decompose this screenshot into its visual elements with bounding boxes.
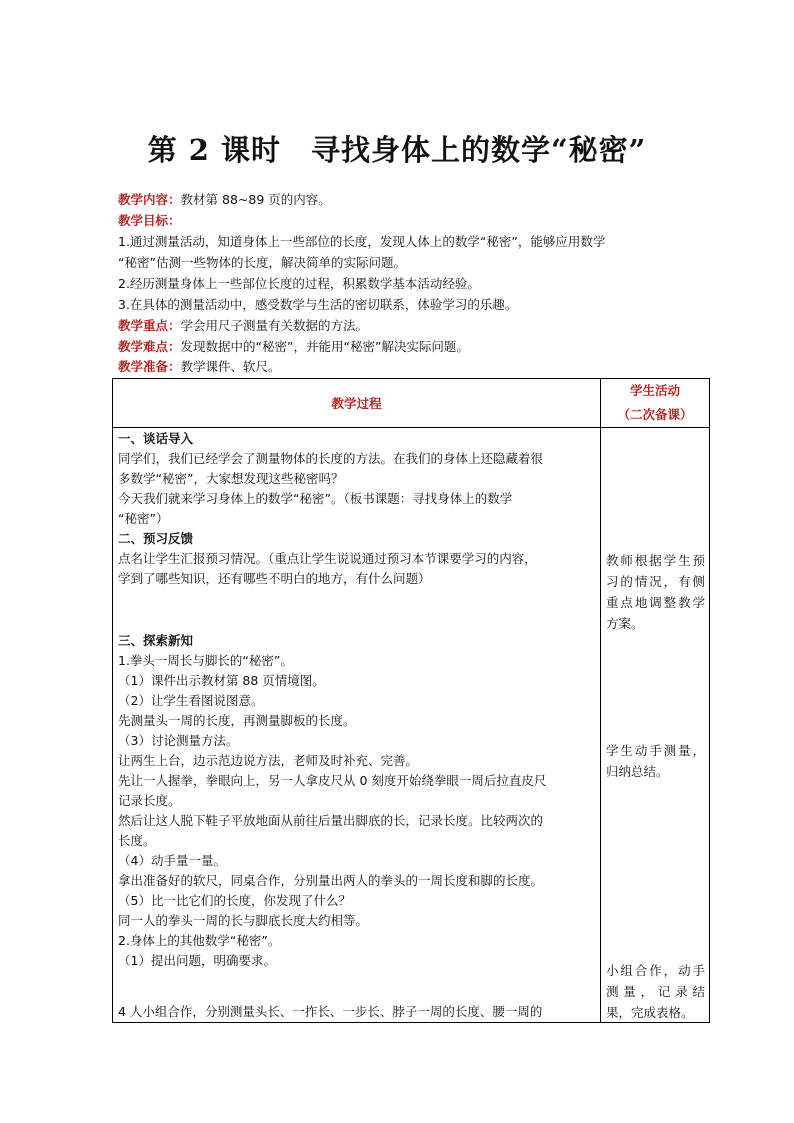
section-title: 一、谈话导入: [118, 431, 194, 446]
teaching-content-text: 教材第 88~89 页的内容。: [180, 192, 331, 207]
student-activity-header: [601, 379, 710, 428]
process-line: 点名让学生汇报预习情况。（重点让学生说说通过预习本节课要学习的内容，: [118, 551, 537, 566]
process-line: 同一人的拳头一周的长与脚底长度大约相等。: [118, 913, 369, 928]
student-activity-note: 小组合作，动手测量，记录结果，完成表格。: [606, 963, 705, 1020]
process-cell: [113, 428, 601, 1023]
difficulty-label: 教学难点：: [118, 339, 181, 354]
page-title: [0, 128, 794, 169]
process-line: 同学们，我们已经学会了测量物体的长度的方法。在我们的身体上还隐藏着很: [118, 451, 544, 466]
section-title: 二、预习反馈: [118, 531, 194, 546]
process-line: 记录长度。: [118, 793, 181, 808]
teaching-goals-row: [118, 210, 718, 231]
process-line: 先让一人握拳，拳眼向上，另一人拿皮尺从 0 刻度开始绕拳眼一周后拉直皮尺: [118, 773, 547, 788]
process-line: 学到了哪些知识，还有哪些不明白的地方，有什么问题）: [118, 571, 431, 586]
teaching-goals-label: 教学目标：: [118, 213, 181, 228]
process-line: （2）让学生看图说图意。: [118, 693, 264, 708]
process-line: 让两生上台，边示范边说方法，老师及时补充、完善。: [118, 753, 419, 768]
process-line: （5）比一比它们的长度，你发现了什么？: [118, 893, 351, 908]
process-line: 多数学“秘密”，大家想发现这些秘密吗？: [118, 471, 344, 486]
second-preparation-title: （二次备课）: [617, 407, 693, 422]
preparation-text: 教学课件、软尺。: [180, 359, 281, 374]
process-line: （4）动手量一量。: [118, 853, 226, 868]
process-line: 今天我们就来学习身体上的数学“秘密”。（板书课题：寻找身体上的数学: [118, 491, 513, 506]
teaching-content-label: 教学内容：: [118, 192, 181, 207]
lesson-table: [112, 378, 710, 1023]
lesson-number: 第 2 课时: [147, 133, 281, 167]
process-line: 2.身体上的其他数学“秘密”。: [118, 933, 281, 948]
process-line: 4 人小组合作，分别测量头长、一拃长、一步长、脖子一周的长度、腰一周的: [118, 1004, 543, 1019]
student-activity-note: 学生动手测量，归纳总结。: [606, 743, 705, 779]
process-header: 教学过程: [113, 379, 601, 428]
process-line: 先测量头一周的长度，再测量脚板的长度。: [118, 713, 356, 728]
key-point-row: [118, 315, 718, 336]
preparation-label: 教学准备：: [118, 359, 181, 374]
process-line: （1）提出问题，明确要求。: [118, 953, 276, 968]
lesson-title: 寻找身体上的数学“秘密”: [311, 133, 647, 167]
student-activity-cell: [601, 428, 710, 1023]
process-line: （1）课件出示教材第 88 页情境图。: [118, 673, 325, 688]
difficulty-text: 发现数据中的“秘密”，并能用“秘密”解决实际问题。: [180, 339, 469, 354]
key-point-text: 学会用尺子测量有关数据的方法。: [180, 318, 369, 333]
process-line: “秘密”）: [118, 511, 169, 526]
goal-2: 2.经历测量身体上一些部位长度的过程，积累数学基本活动经验。: [118, 276, 480, 291]
teaching-content-row: [118, 189, 718, 210]
goal-3: 3.在具体的测量活动中，感受数学与生活的密切联系，体验学习的乐趣。: [118, 297, 518, 312]
process-line: 然后让这人脱下鞋子平放地面从前往后量出脚底的长，记录长度。比较两次的: [118, 813, 544, 828]
student-activity-note: 教师根据学生预习的情况，有侧重点地调整教学方案。: [606, 553, 705, 631]
preparation-row: [118, 356, 718, 377]
goal-1-line-a: 1.通过测量活动，知道身体上一些部位的长度，发现人体上的数学“秘密”，能够应用数学: [118, 234, 606, 249]
goal-1-line-b: “秘密”估测一些物体的长度，解决简单的实际问题。: [118, 255, 406, 270]
student-activity-title: 学生活动: [629, 383, 680, 398]
process-line: 拿出准备好的软尺，同桌合作，分别量出两人的拳头的一周长度和脚的长度。: [118, 873, 544, 888]
section-title: 三、探索新知: [118, 633, 194, 648]
key-point-label: 教学重点：: [118, 318, 181, 333]
process-line: 1.拳头一周长与脚长的“秘密”。: [118, 653, 293, 668]
process-line: （3）讨论测量方法。: [118, 733, 239, 748]
process-line: 长度。: [118, 833, 156, 848]
difficulty-row: [118, 336, 718, 357]
